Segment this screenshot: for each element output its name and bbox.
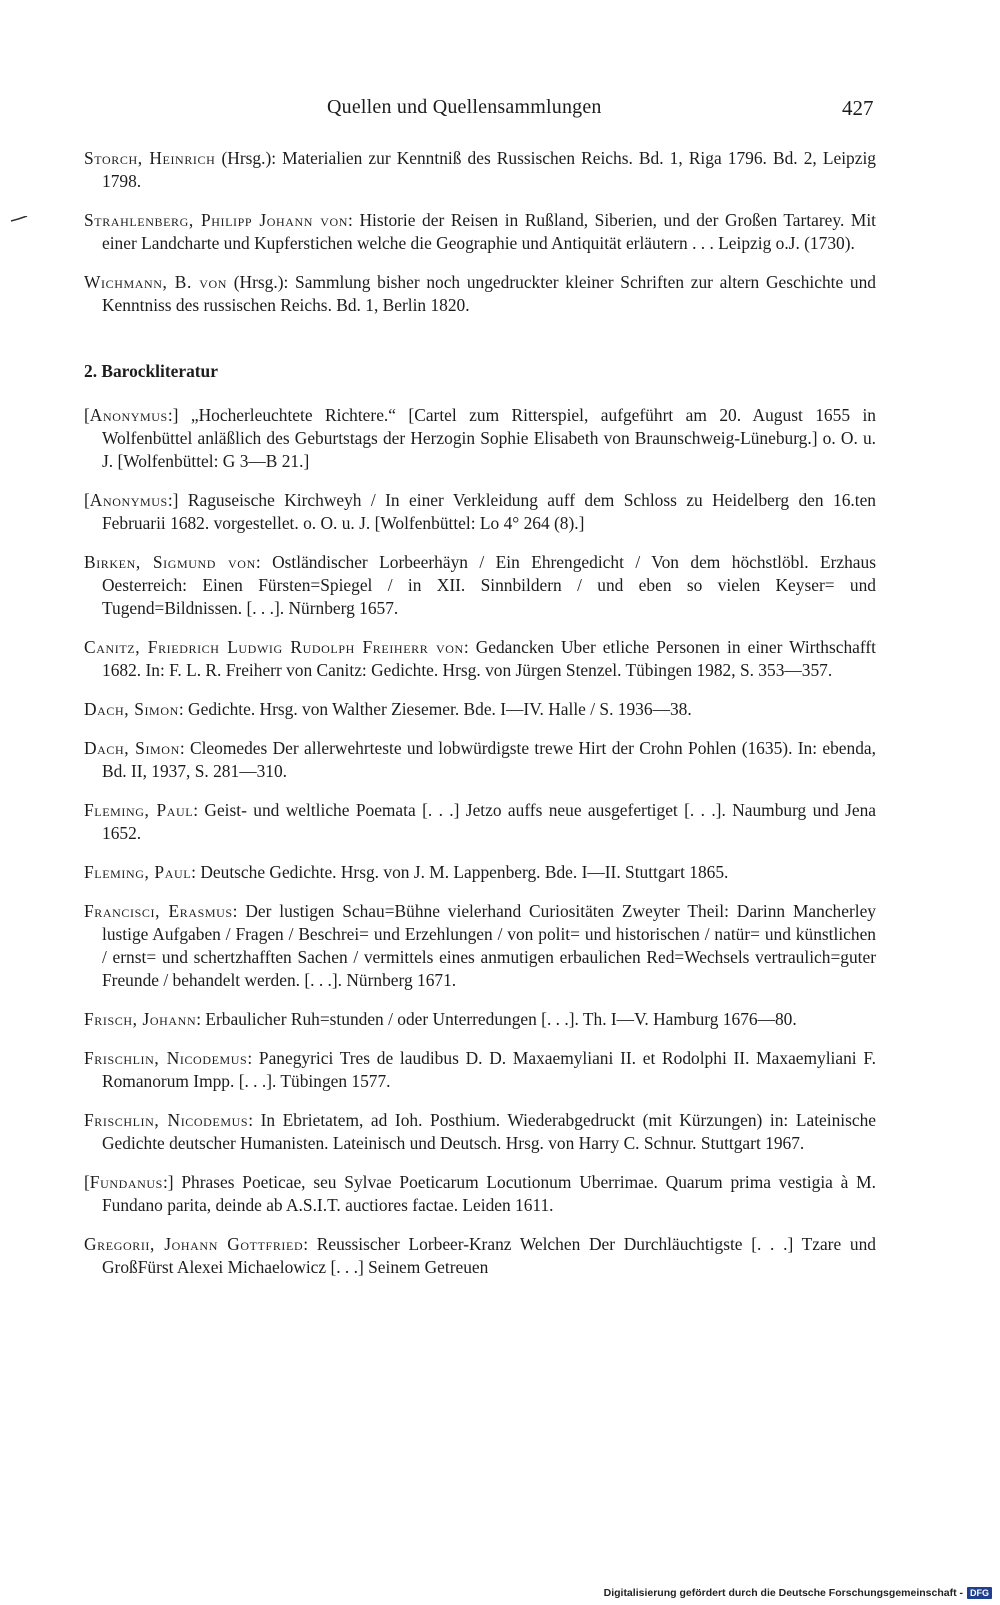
entry-author: Canitz, Friedrich Ludwig Rudolph Freiherr von: [84, 637, 464, 657]
bibliography-entry: [84, 799, 876, 845]
entry-author: Fundanus: [89, 1172, 163, 1192]
credit-text: Digitalisierung gefördert durch die Deutsche Forschungsgemeinschaft -: [603, 1587, 963, 1599]
entry-author: Storch, Heinrich: [84, 148, 216, 168]
entry-text: : Historie der Reisen in Rußland, Siberien, und der Großen Tartarey. Mit einer Landcharte und Kupferstichen welche die Geographie und Antiquität erläutern . . . Leipzig o.J. (1730).: [102, 210, 876, 253]
entry-text: (Hrsg.): Materialien zur Kenntniß des Russischen Reichs. Bd. 1, Riga 1796. Bd. 2, Leipzig 1798.: [102, 148, 876, 191]
bibliography-entry: [84, 271, 876, 317]
entry-author: Dach, Simon: [84, 699, 179, 719]
entry-author: Anonymus: [89, 490, 168, 510]
entry-text: : Cleomedes Der allerwehrteste und lobwürdigste trewe Hirt der Crohn Pohlen (1635). In: ebenda, Bd. II, 1937, S. 281—310.: [102, 738, 876, 781]
entry-author: Frisch, Johann: [84, 1009, 197, 1029]
entry-author: Fleming, Paul: [84, 862, 192, 882]
bibliography-entry: [84, 900, 876, 992]
bibliography-entry: [84, 489, 876, 535]
entry-prefix: [: [84, 490, 90, 510]
bibliography-entry: [84, 698, 876, 721]
bibliography: [84, 147, 876, 1295]
entry-text: : Gedichte. Hrsg. von Walther Ziesemer. Bde. I—IV. Halle / S. 1936—38.: [178, 699, 692, 719]
entry-text: : Geist- und weltliche Poemata [. . .] Jetzo auffs neue ausgefertiget [. . .]. Naumburg und Jena 1652.: [102, 800, 876, 843]
entry-text: : Deutsche Gedichte. Hrsg. von J. M. Lappenberg. Bde. I—II. Stuttgart 1865.: [191, 862, 729, 882]
section-heading: 2. Barockliteratur: [84, 361, 218, 381]
bibliography-entry: [84, 404, 876, 473]
bibliography-entry: [84, 1171, 876, 1217]
bibliography-entry: [84, 551, 876, 620]
entry-author: Strahlenberg, Philipp Johann von: [84, 210, 349, 230]
entry-author: Wichmann, B. von: [84, 272, 228, 292]
bibliography-entry: [84, 1233, 876, 1279]
entry-author: Frischlin, Nicodemus: [84, 1110, 249, 1130]
entry-text: :] Raguseische Kirchweyh / In einer Verkleidung auff dem Schloss zu Heidelberg den 16.ten Februarii 1682. vorgestellet. o. O. u. J. [Wolfenbüttel: Lo 4° 264 (8).]: [102, 490, 876, 533]
entry-text: : Reussischer Lorbeer-Kranz Welchen Der Durchläuchtigste [. . .] Tzare und GroßFürst Alexei Michaelowicz [. . .] Seinem Getreuen: [102, 1234, 876, 1277]
entry-author: Frischlin, Nicodemus: [84, 1048, 248, 1068]
margin-pencil-mark: [10, 216, 28, 222]
entry-text: : Erbaulicher Ruh=stunden / oder Unterredungen [. . .]. Th. I—V. Hamburg 1676—80.: [196, 1009, 797, 1029]
page-number: 427: [842, 96, 874, 120]
digitization-credit: [604, 1587, 992, 1599]
bibliography-entry: [84, 1008, 876, 1031]
running-head: [0, 96, 1000, 126]
entry-text: (Hrsg.): Sammlung bisher noch ungedruckter kleiner Schriften zur altern Geschichte und Kenntniss des russischen Reichs. Bd. 1, Berlin 1820.: [102, 272, 876, 315]
bibliography-entry: [84, 737, 876, 783]
entry-text: : Panegyrici Tres de laudibus D. D. Maxaemyliani II. et Rodolphi II. Maxaemyliani F. Romanorum Impp. [. . .]. Tübingen 1577.: [102, 1048, 877, 1091]
entry-author: Dach, Simon: [84, 738, 180, 758]
bibliography-entry: [84, 147, 876, 193]
entry-author: Anonymus: [89, 405, 168, 425]
bibliography-entry: [84, 1109, 876, 1155]
entry-author: Gregorii, Johann Gottfried: [84, 1234, 304, 1254]
entry-text: : Gedancken Uber etliche Personen in einer Wirthschafft 1682. In: F. L. R. Freiherr von Canitz: Gedichte. Hrsg. von Jürgen Stenzel. Tübingen 1982, S. 353—357.: [102, 637, 876, 680]
entry-text: : In Ebrietatem, ad Ioh. Posthium. Wiederabgedruckt (mit Kürzungen) in: Lateinische Gedichte deutscher Humanisten. Lateinisch und Deutsch. Hrsg. von Harry C. Schnur. Stuttgart 1967.: [102, 1110, 877, 1153]
entry-author: Francisci, Erasmus: [84, 901, 233, 921]
bibliography-entry: [84, 861, 876, 884]
bibliography-entry: [84, 636, 876, 682]
entry-prefix: [: [84, 1172, 90, 1192]
page-title: Quellen und Quellensammlungen: [327, 96, 602, 118]
dfg-logo: DFG: [967, 1587, 992, 1599]
entry-text: : Der lustigen Schau=Bühne vielerhand Curiositäten Zweyter Theil: Darinn Mancherley lustige Aufgaben / Fragen / Beschrei= und Erzehlungen / von polit= und historischen / natür= und künstlichen / ernst= und schertzhafften Sachen / vermittels eines anmutigen erbaulichen Red=Wechsels vertraulich=guter Freunde / behandelt werden. [. . .]. Nürnberg 1671.: [102, 901, 876, 990]
bibliography-entry: [84, 1047, 876, 1093]
entry-prefix: [: [84, 405, 90, 425]
entry-text: : Ostländischer Lorbeerhäyn / Ein Ehrengedicht / Von dem höchstlöbl. Erzhaus Oesterreich: Einen Fürsten=Spiegel / in XII. Sinnbildern / und eben so vielen Keyser= und Tugend=Bildnissen. [. . .]. Nürnberg 1657.: [102, 552, 876, 618]
bibliography-entry: [84, 209, 876, 255]
entry-text: :] „Hocherleuchtete Richtere.“ [Cartel zum Ritterspiel, aufgeführt am 20. August 1655 in Wolfenbüttel anläßlich des Geburtstags der Herzogin Sophie Elisabeth von Braunschweig-Lüneburg.] o. O. u. J. [Wolfenbüttel: G 3—B 21.]: [102, 405, 876, 471]
entry-author: Birken, Sigmund von: [84, 552, 256, 572]
entry-text: :] Phrases Poeticae, seu Sylvae Poeticarum Locutionum Uberrimae. Quarum prima vestigia à M. Fundano parita, deinde ab A.S.I.T. auctiores factae. Leiden 1611.: [102, 1172, 876, 1215]
entry-author: Fleming, Paul: [84, 800, 194, 820]
